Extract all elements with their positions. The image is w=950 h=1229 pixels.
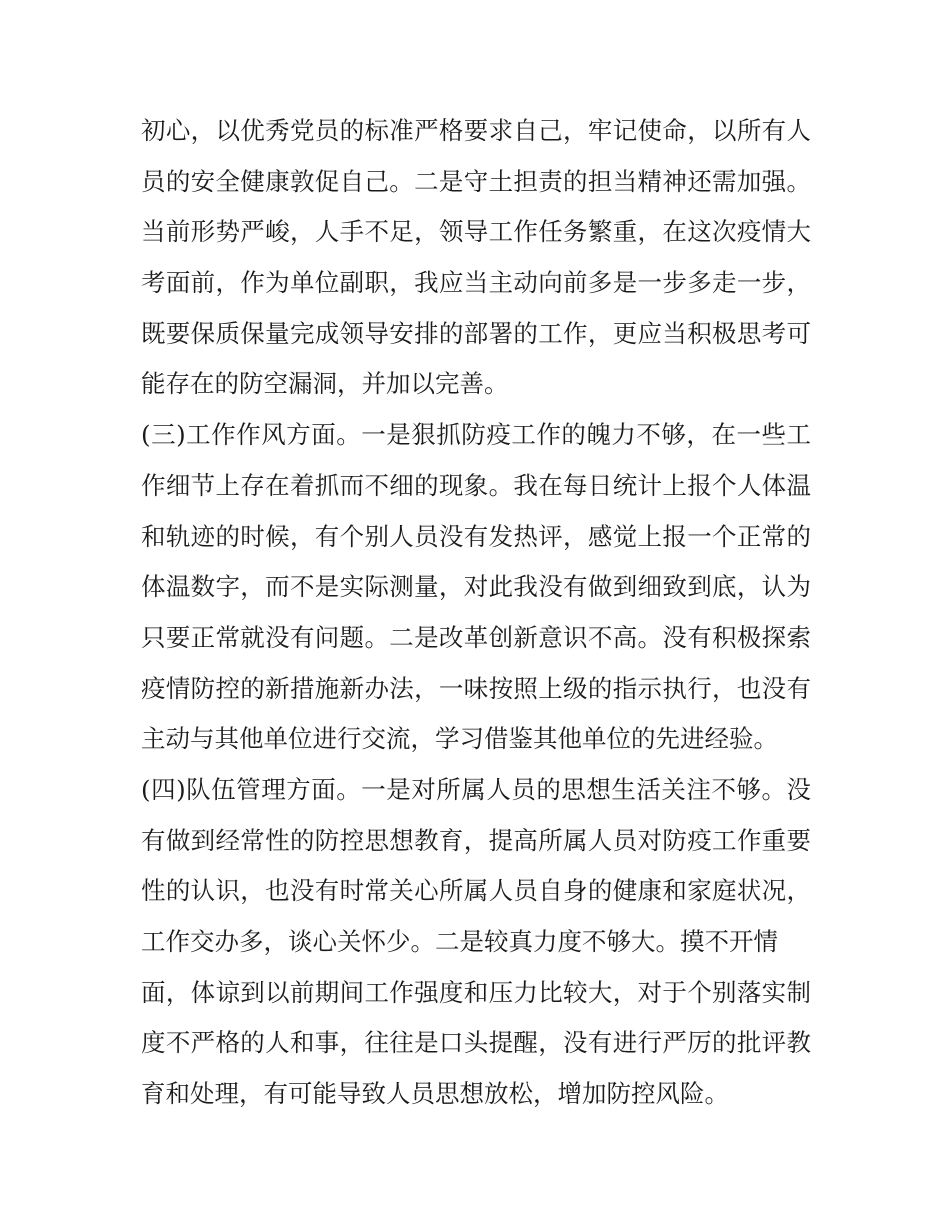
text-line: 初心，以优秀党员的标准严格要求自己，牢记使命，以所有人 bbox=[141, 116, 811, 145]
text-line: 工作交办多，谈心关怀少。二是较真力度不够大。摸不开情 bbox=[141, 927, 778, 956]
text-line: 有做到经常性的防控思想教育，提高所属人员对防疫工作重要 bbox=[141, 825, 811, 855]
text-line: 面，体谅到以前期间工作强度和压力比较大，对于个别落实制 bbox=[141, 977, 811, 1007]
text-line: 育和处理，有可能导致人员思想放松，增加防控风险。 bbox=[141, 1079, 729, 1109]
text-line: 能存在的防空漏洞，并加以完善。 bbox=[141, 369, 509, 399]
text-line: 体温数字，而不是实际测量，对此我没有做到细致到底，认为 bbox=[141, 572, 811, 602]
text-line: 度不严格的人和事，往往是口头提醒，没有进行严厉的批评教 bbox=[141, 1028, 811, 1058]
text-line: 既要保质保量完成领导安排的部署的工作，更应当积极思考可 bbox=[141, 318, 811, 348]
text-line: 作细节上存在着抓而不细的现象。我在每日统计上报个人体温 bbox=[141, 470, 811, 500]
body-text bbox=[141, 106, 811, 1120]
text-line: 和轨迹的时候，有个别人员没有发热评，感觉上报一个正常的 bbox=[141, 521, 811, 551]
text-line: 主动与其他单位进行交流，学习借鉴其他单位的先进经验。 bbox=[141, 724, 778, 754]
text-line: 员的安全健康敦促自己。二是守土担责的担当精神还需加强。 bbox=[141, 166, 811, 196]
section-heading-line: (四)队伍管理方面。一是对所属人员的思想生活关注不够。没 bbox=[141, 774, 811, 804]
section-heading-line: (三)工作作风方面。一是狠抓防疫工作的魄力不够，在一些工 bbox=[141, 420, 811, 450]
text-line: 只要正常就没有问题。二是改革创新意识不高。没有积极探索 bbox=[141, 622, 811, 652]
text-line: 疫情防控的新措施新办法，一味按照上级的指示执行，也没有 bbox=[141, 673, 811, 703]
text-line: 性的认识，也没有时常关心所属人员自身的健康和家庭状况， bbox=[141, 876, 811, 906]
text-line: 当前形势严峻，人手不足，领导工作任务繁重，在这次疫情大 bbox=[141, 217, 811, 247]
text-line: 考面前，作为单位副职，我应当主动向前多是一步多走一步， bbox=[141, 268, 811, 298]
